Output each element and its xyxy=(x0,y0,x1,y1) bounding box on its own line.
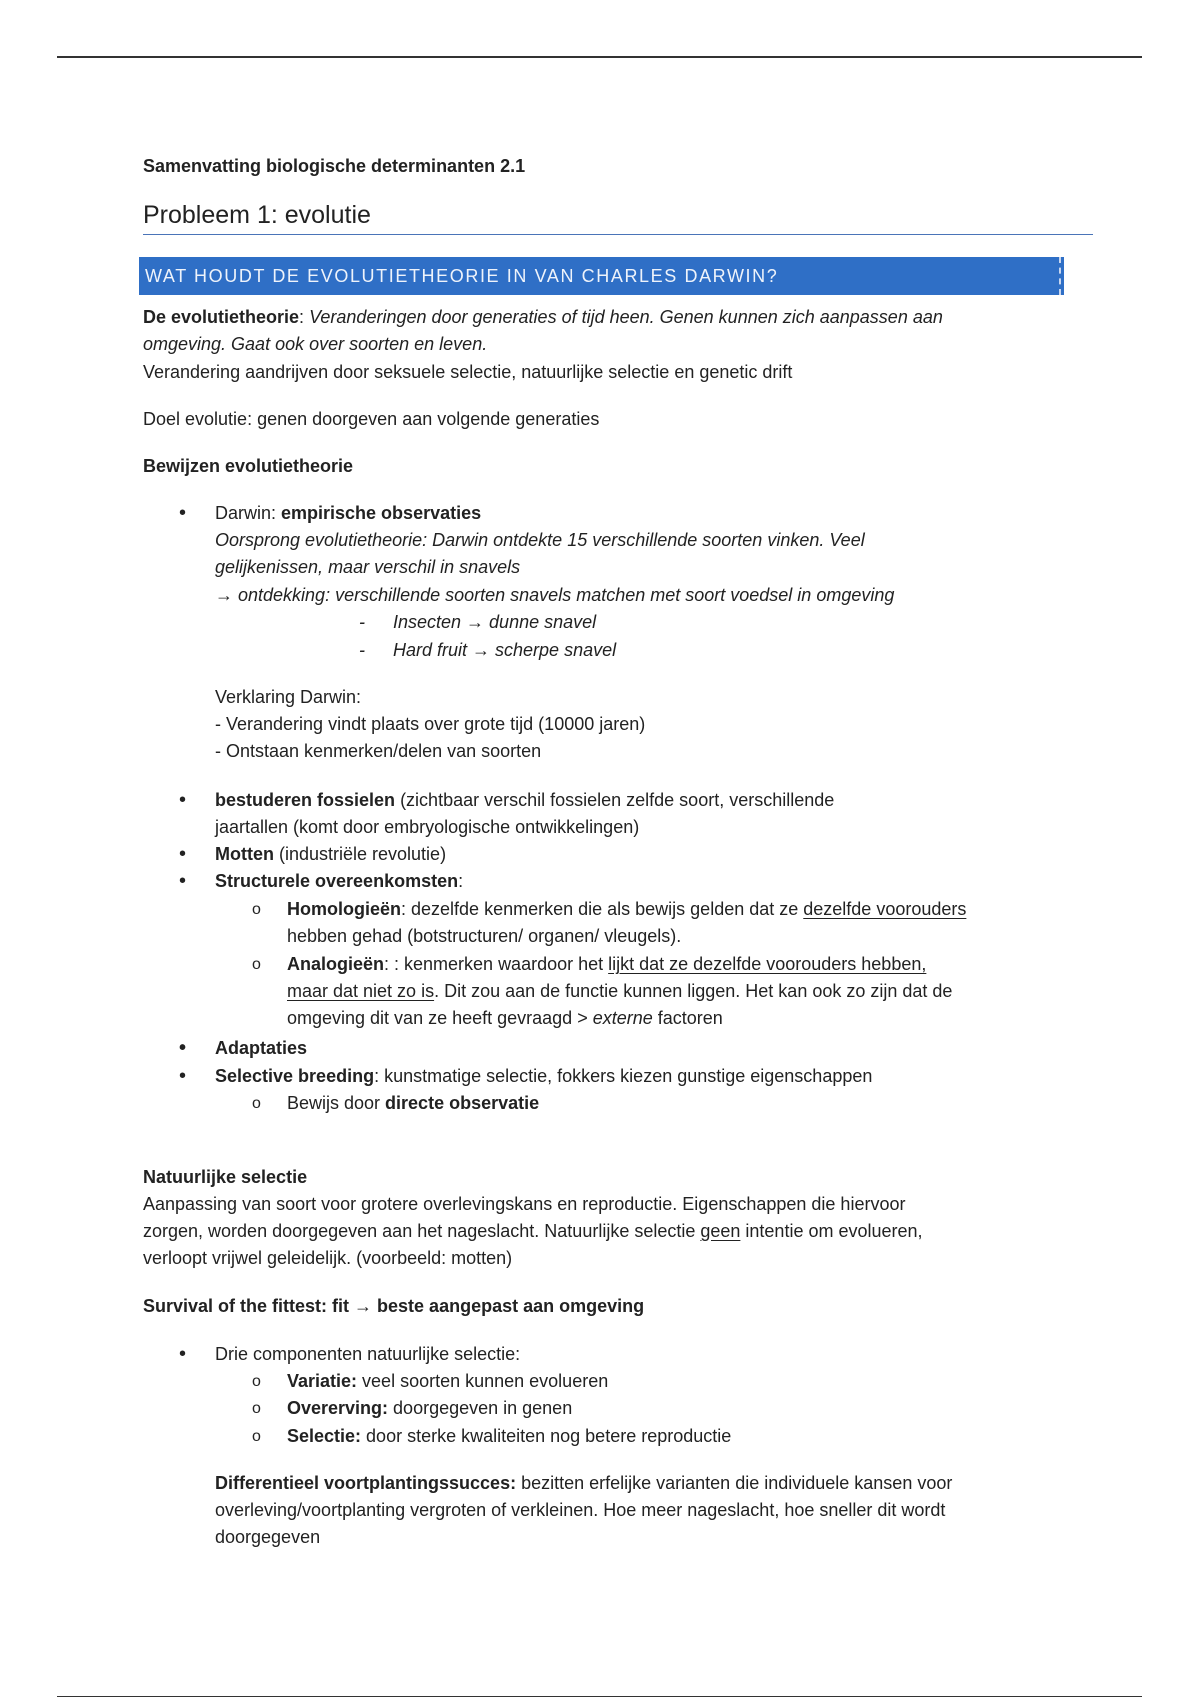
analogieen-line-3: omgeving dit van ze heeft gevraagd > externe factoren xyxy=(287,1008,723,1028)
origin-line-1: Oorsprong evolutietheorie: Darwin ontdekte 15 verschillende soorten vinken. Veel xyxy=(215,530,865,550)
differential-line-2: overleving/voortplanting vergroten of verkleinen. Hoe meer nageslacht, hoe sneller dit wordt xyxy=(215,1500,946,1520)
natural-selection-heading: Natuurlijke selectie xyxy=(143,1167,308,1187)
dash-item-insecten: - Insecten → dunne snavel xyxy=(393,609,596,636)
top-rule xyxy=(57,56,1142,58)
verklaring-heading: Verklaring Darwin: xyxy=(215,687,362,707)
origin-line-2: gelijkenissen, maar verschil in snavels xyxy=(215,557,521,577)
bullet-structurele: • Structurele overeenkomsten: xyxy=(215,868,463,895)
verklaring-item-1: - Verandering vindt plaats over grote tijd (10000 jaren) xyxy=(215,714,646,734)
sub-item-variatie: o Variatie: veel soorten kunnen evolueren xyxy=(287,1368,608,1395)
verklaring-item-2: - Ontstaan kenmerken/delen van soorten xyxy=(215,741,542,761)
arrow-icon: → xyxy=(472,640,491,660)
bullet-components: • Drie componenten natuurlijke selectie: xyxy=(215,1341,520,1368)
intro-line-3: Verandering aandrijven door seksuele selectie, natuurlijke selectie en genetic drift xyxy=(143,362,793,382)
problem-heading: Probleem 1: evolutie xyxy=(143,200,1093,235)
discovery-line: → ontdekking: verschillende soorten snavels matchen met soort voedsel in omgeving xyxy=(215,585,895,605)
goal-line: Doel evolutie: genen doorgeven aan volgende generaties xyxy=(143,409,600,429)
natural-line-1: Aanpassing van soort voor grotere overlevingskans en reproductie. Eigenschappen die hiervoor xyxy=(143,1194,906,1214)
arrow-icon: → xyxy=(215,585,233,605)
section-bar-marker xyxy=(1059,257,1064,295)
intro-line-1: De evolutietheorie: Veranderingen door generaties of tijd heen. Genen kunnen zich aanpassen aan xyxy=(143,307,943,327)
homologieen-line-2: hebben gehad (botstructuren/ organen/ vleugels). xyxy=(287,926,682,946)
sub-item-homologieen: o Homologieën: dezelfde kenmerken die als bewijs gelden dat ze dezelfde voorouders xyxy=(287,896,966,923)
sub-item-selectie: o Selectie: door sterke kwaliteiten nog betere reproductie xyxy=(287,1423,731,1450)
sub-item-bewijs: o Bewijs door directe observatie xyxy=(287,1090,539,1117)
bottom-rule xyxy=(57,1696,1142,1697)
evidence-heading: Bewijzen evolutietheorie xyxy=(143,456,354,476)
differential-line-1: Differentieel voortplantingssucces: bezitten erfelijke varianten die individuele kansen voor xyxy=(215,1473,953,1493)
bullet-adaptaties: • Adaptaties xyxy=(215,1035,307,1062)
section-heading-bar xyxy=(139,257,1064,295)
dash-item-hard-fruit: - Hard fruit → scherpe snavel xyxy=(393,637,616,664)
arrow-icon: → xyxy=(466,612,485,632)
bullet-fossielen: • bestuderen fossielen (zichtbaar verschil fossielen zelfde soort, verschillende xyxy=(215,787,834,814)
analogieen-line-2: maar dat niet zo is. Dit zou aan de functie kunnen liggen. Het kan ook zo zijn dat de xyxy=(287,981,953,1001)
bullet-darwin: • Darwin: empirische observaties xyxy=(215,500,481,527)
arrow-icon: → xyxy=(354,1296,373,1316)
bullet-selective-breeding: • Selective breeding: kunstmatige selectie, fokkers kiezen gunstige eigenschappen xyxy=(215,1063,872,1090)
natural-line-3: verloopt vrijwel geleidelijk. (voorbeeld: motten) xyxy=(143,1248,513,1268)
sub-item-overerving: o Overerving: doorgegeven in genen xyxy=(287,1395,572,1422)
differential-line-3: doorgegeven xyxy=(215,1527,321,1547)
survival-heading: Survival of the fittest: fit → beste aangepast aan omgeving xyxy=(143,1296,645,1316)
natural-line-2: zorgen, worden doorgegeven aan het nageslacht. Natuurlijke selectie geen intentie om evolueren, xyxy=(143,1221,923,1241)
fossielen-line-2: jaartallen (komt door embryologische ontwikkelingen) xyxy=(215,817,640,837)
intro-line-2: omgeving. Gaat ook over soorten en leven. xyxy=(143,334,488,354)
section-heading: WAT HOUDT DE EVOLUTIETHEORIE IN VAN CHARLES DARWIN? xyxy=(145,266,779,286)
bullet-motten: • Motten (industriële revolutie) xyxy=(215,841,446,868)
document-title: Samenvatting biologische determinanten 2.1 xyxy=(143,156,526,176)
sub-item-analogieen: o Analogieën: : kenmerken waardoor het lijkt dat ze dezelfde voorouders hebben, xyxy=(287,951,926,978)
